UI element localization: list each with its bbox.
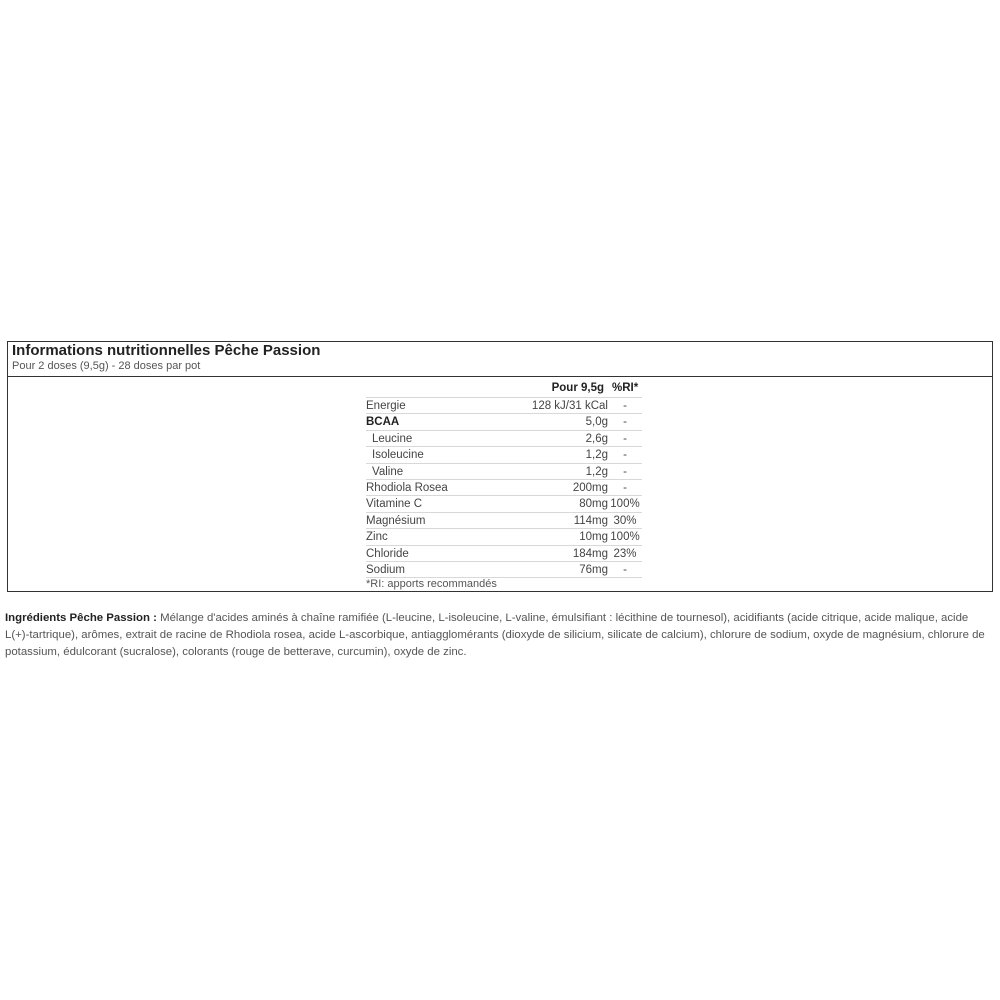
nutrient-name: Energie bbox=[366, 400, 406, 412]
nutrient-ri: - bbox=[623, 481, 627, 494]
nutrition-row bbox=[366, 513, 638, 529]
nutrient-ri: 23% bbox=[613, 547, 637, 560]
nutrient-ri: 30% bbox=[613, 514, 637, 527]
nutrition-title: Informations nutritionnelles Pêche Passion bbox=[12, 342, 321, 359]
nutrition-row bbox=[366, 464, 638, 480]
nutrient-name: Magnésium bbox=[366, 514, 426, 527]
nutrient-value: 5,0g bbox=[585, 416, 608, 429]
nutrient-name: Vitamine C bbox=[366, 498, 423, 511]
nutrient-value: 76mg bbox=[579, 563, 608, 576]
nutrient-value: 80mg bbox=[579, 498, 608, 511]
nutrient-value: 200mg bbox=[572, 481, 608, 494]
nutrition-subtitle: Pour 2 doses (9,5g) - 28 doses par pot bbox=[12, 360, 201, 372]
nutrient-value: 1,2g bbox=[585, 449, 608, 462]
nutrition-table-header bbox=[366, 380, 638, 398]
nutrition-row bbox=[366, 447, 638, 463]
nutrition-row bbox=[366, 496, 638, 512]
nutrient-name: Sodium bbox=[366, 563, 405, 576]
header-per-serving: Pour 9,5g bbox=[551, 382, 604, 394]
nutrient-ri: 100% bbox=[610, 498, 640, 511]
ri-footnote: *RI: apports recommandés bbox=[366, 578, 497, 591]
nutrient-value: 1,2g bbox=[585, 465, 608, 478]
nutrition-table bbox=[366, 380, 640, 591]
nutrition-row bbox=[366, 414, 638, 430]
nutrition-row bbox=[366, 546, 638, 562]
nutrition-row bbox=[366, 529, 638, 545]
nutrition-row bbox=[366, 431, 638, 447]
ingredients-label: Ingrédients Pêche Passion : bbox=[5, 612, 157, 624]
nutrient-ri: - bbox=[623, 416, 627, 429]
nutrition-rows bbox=[366, 398, 638, 578]
nutrient-value: 114mg bbox=[573, 514, 608, 527]
ingredients-text: Mélange d'acides aminés à chaîne ramifiée (L-leucine, L-isoleucine, L-valine, émulsifiant : lécithine de tournesol), acidifiants (acide citrique, acide malique, acide L(+)-tartrique), arômes, extrait de racine de Rhodiola rosea, acide L-ascorbique, antiagglomérants (dioxyde de silicium, silicate de calcium), chlorure de sodium, oxyde de magnésium, chlorure de potassium, édulcorant (sucralose), colorants (rouge de betterave, curcumin), oxyde de zinc. bbox=[5, 612, 985, 658]
nutrition-facts-box bbox=[7, 341, 993, 592]
nutrient-value: 2,6g bbox=[585, 432, 608, 445]
nutrient-name: BCAA bbox=[366, 416, 400, 429]
header-ri: %RI* bbox=[612, 382, 639, 394]
nutrition-row bbox=[366, 398, 638, 414]
ingredients-paragraph bbox=[5, 610, 995, 661]
nutrition-row bbox=[366, 480, 638, 496]
nutrient-ri: 100% bbox=[610, 531, 640, 544]
nutrient-ri: - bbox=[623, 400, 627, 412]
nutrient-ri: - bbox=[623, 465, 627, 478]
nutrient-name: Leucine bbox=[372, 432, 413, 445]
nutrient-name: Isoleucine bbox=[372, 449, 424, 462]
nutrient-value: 10mg bbox=[579, 531, 608, 544]
nutrition-row bbox=[366, 562, 638, 578]
nutrient-name: Rhodiola Rosea bbox=[366, 481, 448, 494]
nutrient-name: Valine bbox=[372, 465, 404, 478]
nutrient-value: 184mg bbox=[572, 547, 608, 560]
nutrient-ri: - bbox=[623, 563, 627, 576]
nutrient-name: Chloride bbox=[366, 547, 409, 560]
nutrient-ri: - bbox=[623, 432, 627, 445]
nutrition-header bbox=[8, 342, 992, 377]
nutrient-ri: - bbox=[623, 449, 627, 462]
nutrient-name: Zinc bbox=[366, 531, 388, 544]
nutrient-value: 128 kJ/31 kCal bbox=[531, 400, 608, 412]
